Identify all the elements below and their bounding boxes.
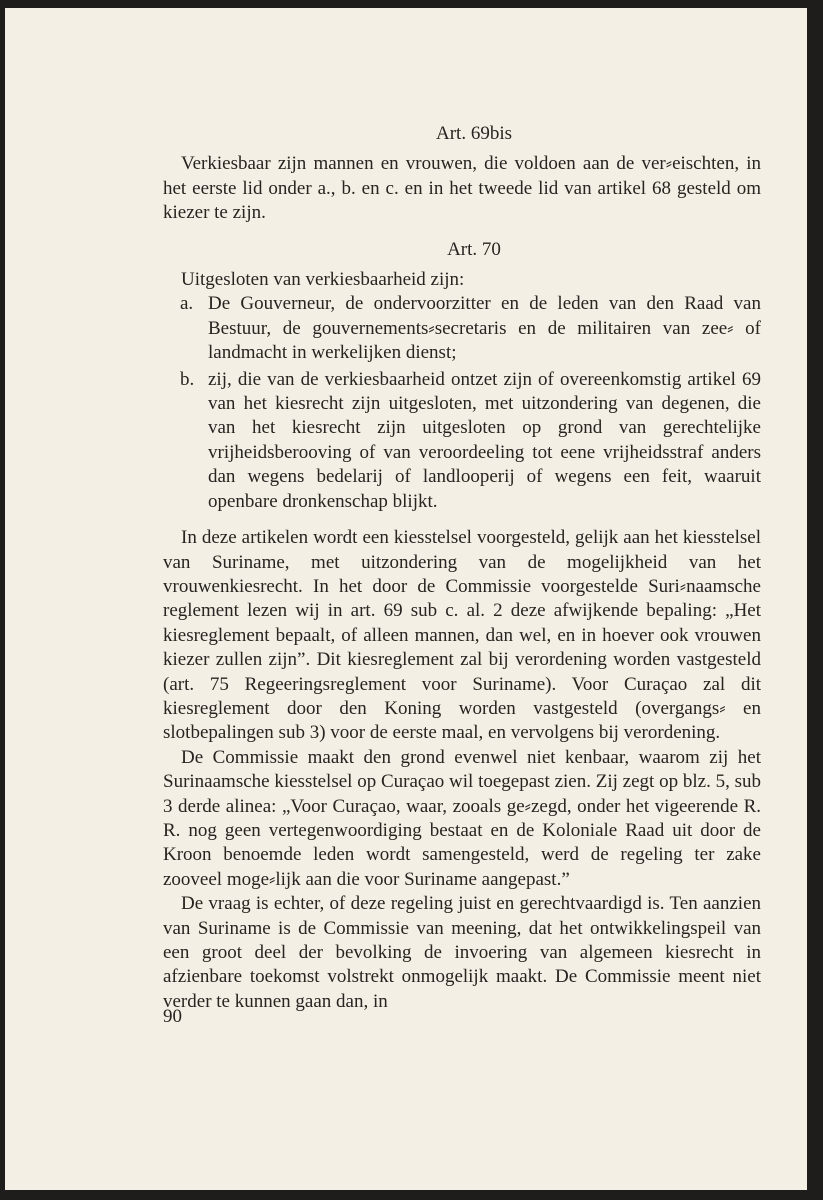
list-item-text: De Gouverneur, de ondervoorzitter en de leden van den Raad van Bestuur, de gouvernements⸗secretaris en de militairen van zee⸗ of landmacht in werkelijken dienst;: [208, 293, 761, 364]
list-item: [163, 292, 761, 365]
page-number: 90: [163, 1006, 182, 1027]
list-item: [163, 368, 761, 514]
book-page: [5, 8, 807, 1190]
commentary-paragraph: In deze artikelen wordt een kiesstelsel voorgesteld, gelijk aan het kiesstelsel van Suriname, met uitzondering van de mogelijkheid van het vrouwenkiesrecht. In het door de Commissie voorgestelde Suri⸗naamsche reglement lezen wij in art. 69 sub c. al. 2 deze afwijkende bepaling: „Het kiesreglement bepaalt, of alleen mannen, dan wel, en in hoever ook vrouwen kiezer zullen zijn”. Dit kiesreglement zal bij verordening worden vastgesteld (art. 75 Regeeringsreglement voor Suriname). Voor Curaçao zal dit kiesreglement door den Koning worden vastgesteld (overgangs⸗ en slotbepalingen sub 3) voor de eerste maal, en vervolgens bij verordening.: [163, 527, 761, 744]
list-item-label: b.: [180, 368, 195, 390]
article-70-heading: Art. 70: [447, 238, 501, 260]
article-69bis-text: Verkiesbaar zijn mannen en vrouwen, die voldoen aan de ver⸗eischten, in het eerste lid onder a., b. en c. en in het tweede lid van artikel 68 gesteld om kiezer te zijn.: [163, 153, 761, 224]
list-item-text: zij, die van de verkiesbaarheid ontzet zijn of overeenkomstig artikel 69 van het kiesrecht zijn uitgesloten, met uitzondering van degenen, die van het kiesrecht zijn uitgesloten op grond van gerechtelijke vrijheidsberooving of van veroordeeling tot eene vrijheidsstraf anders dan wegens bedelarij of landlooperij of wegens een feit, waaruit openbare dronkenschap blijkt.: [208, 368, 761, 512]
commentary-paragraph: De vraag is echter, of deze regeling juist en gerechtvaardigd is. Ten aanzien van Suriname is de Commissie van meening, dat het ontwikkelingspeil van een groot deel der bevolking de invoering van algemeen kiesrecht in afzienbare toekomst volstrekt onmogelijk maakt. De Commissie meent niet verder te kunnen gaan dan, in: [163, 893, 761, 1012]
list-item-label: a.: [180, 293, 194, 315]
article-69bis-heading: Art. 69bis: [436, 123, 512, 144]
commentary-paragraph: De Commissie maakt den grond evenwel niet kenbaar, waarom zij het Surinaamsche kiesstelsel op Curaçao wil toegepast zien. Zij zegt op blz. 5, sub 3 derde alinea: „Voor Curaçao, waar, zooals ge⸗zegd, onder het vigeerende R. R. nog geen vertegenwoordiging bestaat en de Koloniale Raad uit door de Kroon benoemde leden wordt samengesteld, werd de regeling ter zake zooveel moge⸗lijk aan die voor Suriname aangepast.”: [163, 746, 761, 890]
page-body: [163, 122, 761, 1014]
article-70-intro: Uitgesloten van verkiesbaarheid zijn:: [181, 269, 465, 291]
